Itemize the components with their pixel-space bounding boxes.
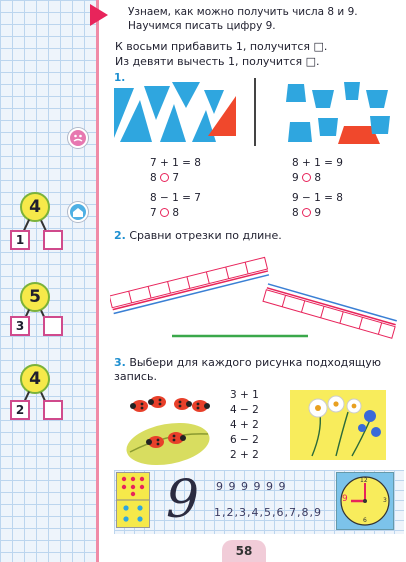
clock-label-12: 12 [360,477,368,484]
compare-left-value: 9 [292,172,299,184]
task-1-right-eq-1: 8 + 1 = 9 [292,157,343,169]
task-1-number: 1. [114,72,126,84]
task-1-right-trapezoids [262,80,402,148]
tree-3-top: 4 [20,364,50,394]
task-3-number: 3. [114,356,126,369]
header-line-1: Узнаем, как можно получить числа 8 и 9. [128,6,358,18]
tree-1-right-cell[interactable] [43,230,63,250]
choice-item[interactable]: 2 + 2 [230,449,259,461]
clock-label-3: 3 [383,497,387,504]
task-1-right-compare-1 [292,172,321,185]
choice-item[interactable]: 3 + 1 [230,389,259,401]
bookmark-triangle-icon [90,4,108,26]
emoji-face-icon [68,128,88,148]
compare-right-value: 9 [314,207,322,219]
clock-label-6: 6 [363,517,367,524]
task-3-heading [114,356,394,384]
task-3-text: Выбери для каждого рисунка подходящую запись. [114,356,382,383]
ladybug-icon [130,400,148,412]
clock-panel [336,472,394,530]
tree-3-left-cell: 2 [10,400,30,420]
domino-tile [116,472,150,528]
task-2-text: Сравни отрезки по длине. [129,229,282,242]
tree-1-top: 4 [20,192,50,222]
segments-illustration [110,244,404,344]
header-line-4: Из девяти вычесть 1, получится □. [115,55,320,68]
task-1-left-eq-1: 7 + 1 = 8 [150,157,201,169]
task-1-left-compare-2 [150,207,179,220]
digit-sequence-row: 1,2,3,4,5,6,7,8,9 [214,506,322,519]
ladybugs-picture [122,392,214,466]
tree-2-top: 5 [20,282,50,312]
page-number: 58 [222,540,266,562]
compare-sign-blank[interactable] [160,208,169,217]
daisy-icon [309,399,327,417]
task-2-number: 2. [114,229,126,242]
task-1-left-compare-1 [150,172,179,185]
clock-label-9: 9 [342,494,348,504]
compare-left-value: 7 [150,207,157,219]
house-icon [68,202,88,222]
cornflower-icon [364,410,381,437]
flowers-picture [290,390,386,460]
choice-item[interactable]: 6 − 2 [230,434,259,446]
task-1-right-compare-2 [292,207,321,220]
compare-sign-blank[interactable] [302,173,311,182]
task-1-right-eq-2: 9 − 1 = 8 [292,192,343,204]
task-1-left-eq-2: 8 − 1 = 7 [150,192,201,204]
choice-item[interactable]: 4 + 2 [230,419,259,431]
tree-2-right-cell[interactable] [43,316,63,336]
compare-right-value: 8 [314,172,322,184]
compare-left-value: 8 [292,207,299,219]
task-1-divider [254,78,256,146]
choice-item[interactable]: 4 − 2 [230,404,259,416]
compare-right-value: 7 [172,172,180,184]
compare-sign-blank[interactable] [302,208,311,217]
header-line-2: Научимся писать цифру 9. [128,20,276,32]
compare-right-value: 8 [172,207,180,219]
tree-2-left-cell: 3 [10,316,30,336]
compare-left-value: 8 [150,172,157,184]
compare-sign-blank[interactable] [160,173,169,182]
task-1-left-triangles [112,80,242,148]
grid-margin [0,0,96,562]
task-3-choices [230,388,259,463]
nines-practice-row: 9 9 9 9 9 9 [216,480,287,493]
header-line-3: К восьми прибавить 1, получится □. [115,40,328,53]
tree-3-right-cell[interactable] [43,400,63,420]
task-2-heading [114,229,282,242]
tree-1-left-cell: 1 [10,230,30,250]
big-digit-nine: 9 [166,470,200,530]
